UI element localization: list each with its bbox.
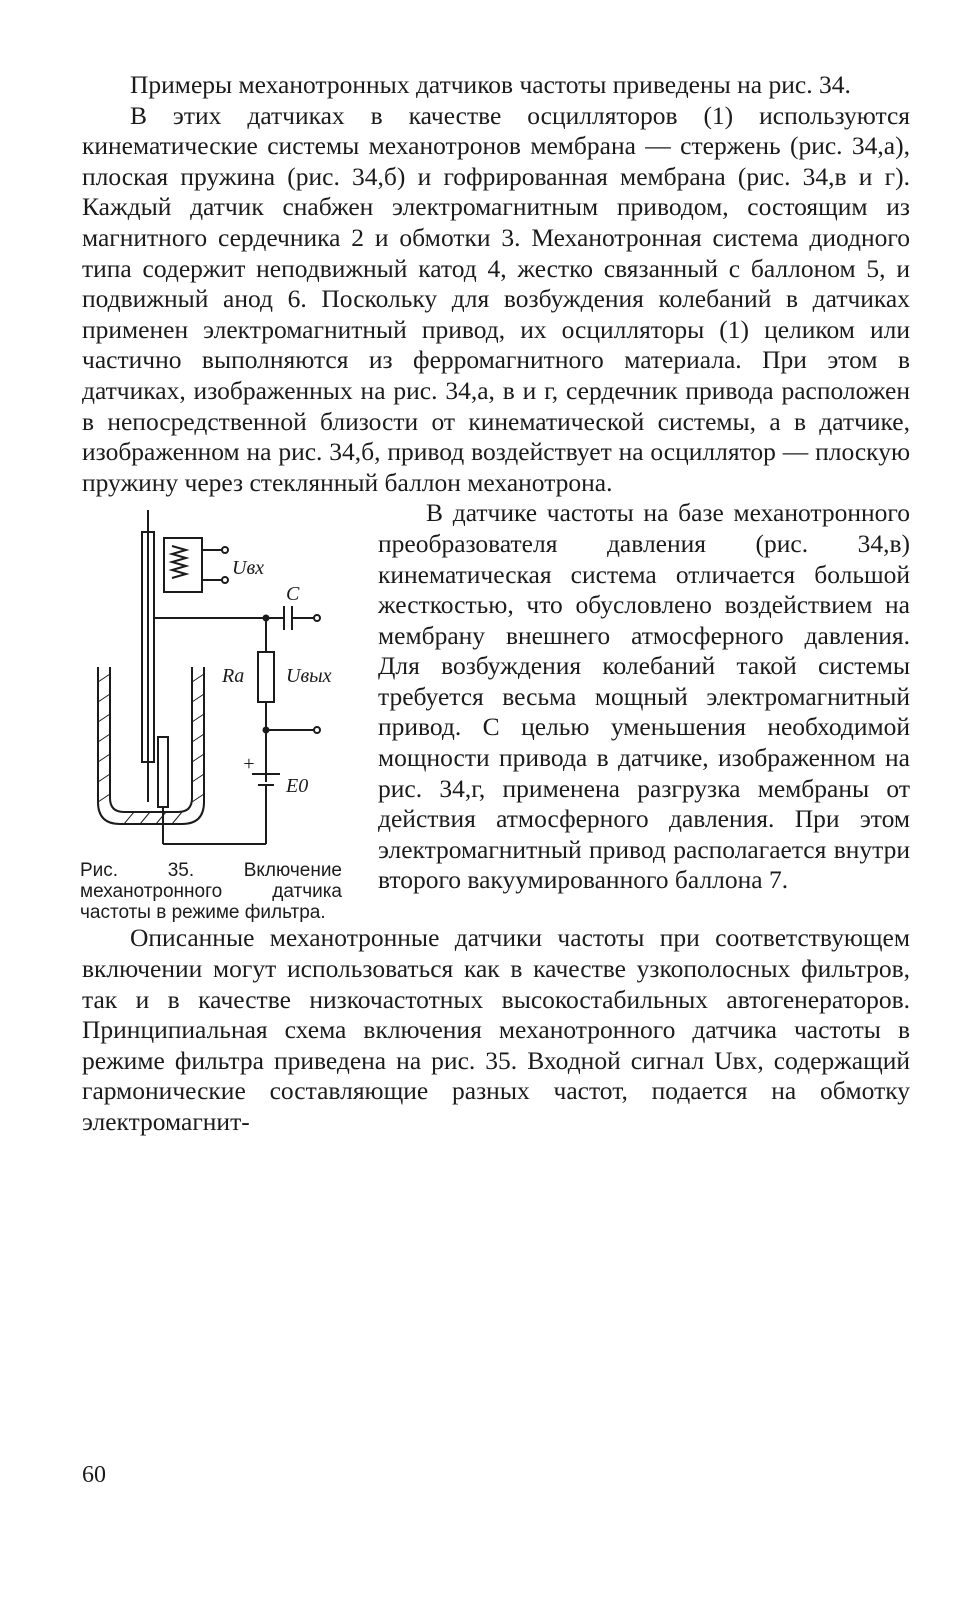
label-resistor: Ra: [222, 665, 245, 688]
figure-caption: Рис. 35. Включение механотронного датчика частоты в режиме фильтра.: [80, 860, 342, 924]
circuit-diagram: [74, 502, 364, 852]
page-number: 60: [82, 1462, 106, 1488]
book-page: [82, 70, 910, 1550]
paragraph-2: В этих датчиках в качестве осцилляторов (1) используются кинематические системы механотронов мембрана — стержень (рис. 34,а), плоская пружина (рис. 34,б) и гофрированная мембрана (рис. 34,в и г). Каждый датчик снабжен электромагнитным приводом, состоящим из магнитного сердечника 2 и обмотки 3. Механотронная система диодного типа содержит неподвижный катод 4, жестко связанный с баллоном 5, и подвижный анод 6. Поскольку для возбуждения колебаний в датчиках применен электромагнитный привод, их осцилляторы (1) целиком или частично выполняются из ферромагнитного материала. При этом в датчиках, изображенных на рис. 34,а, в и г, сердечник привода расположен в непосредственной близости от кинематической системы, а в датчике, изображенном на рис. 34,б, привод воздействует на осциллятор — плоскую пружину через стеклянный баллон механотрона.: [82, 100, 910, 497]
label-e0: E0: [286, 775, 309, 798]
paragraph-4: Описанные механотронные датчики частоты при соответствующем включении могут использоваться как в качестве узкополосных фильтров, так и в качестве низкочастотных высокостабильных автогенераторов. Принципиальная схема включения механотронного датчика частоты в режиме фильтра приведена на рис. 35. Входной сигнал Uвх, содержащий гармонические составляющие разных частот, подается на обмотку электромагнит-: [82, 923, 910, 1136]
label-u-in: Uвх: [232, 557, 265, 580]
label-u-out: Uвых: [286, 665, 332, 688]
label-plus: +: [242, 753, 256, 776]
label-capacitor: C: [286, 583, 300, 606]
figure-35: [74, 502, 364, 923]
paragraph-1: Примеры механотронных датчиков частоты приведены на рис. 34.: [130, 70, 851, 99]
paragraph-3: В датчике частоты на базе механотронного преобразователя давления (рис. 34,в) кинематическая система отличается большой жесткостью, что обусловлено воздействием на мембрану внешнего атмосферного давления. Для возбуждения колебаний такой системы требуется весьма мощный электромагнитный привод. С целью уменьшения необходимой мощности привода в датчике, изображенном на рис. 34,г, применена разгрузка мембраны от действия атмосферного давления. При этом электромагнитный привод располагается внутри второго вакуумированного баллона 7.: [378, 498, 910, 895]
